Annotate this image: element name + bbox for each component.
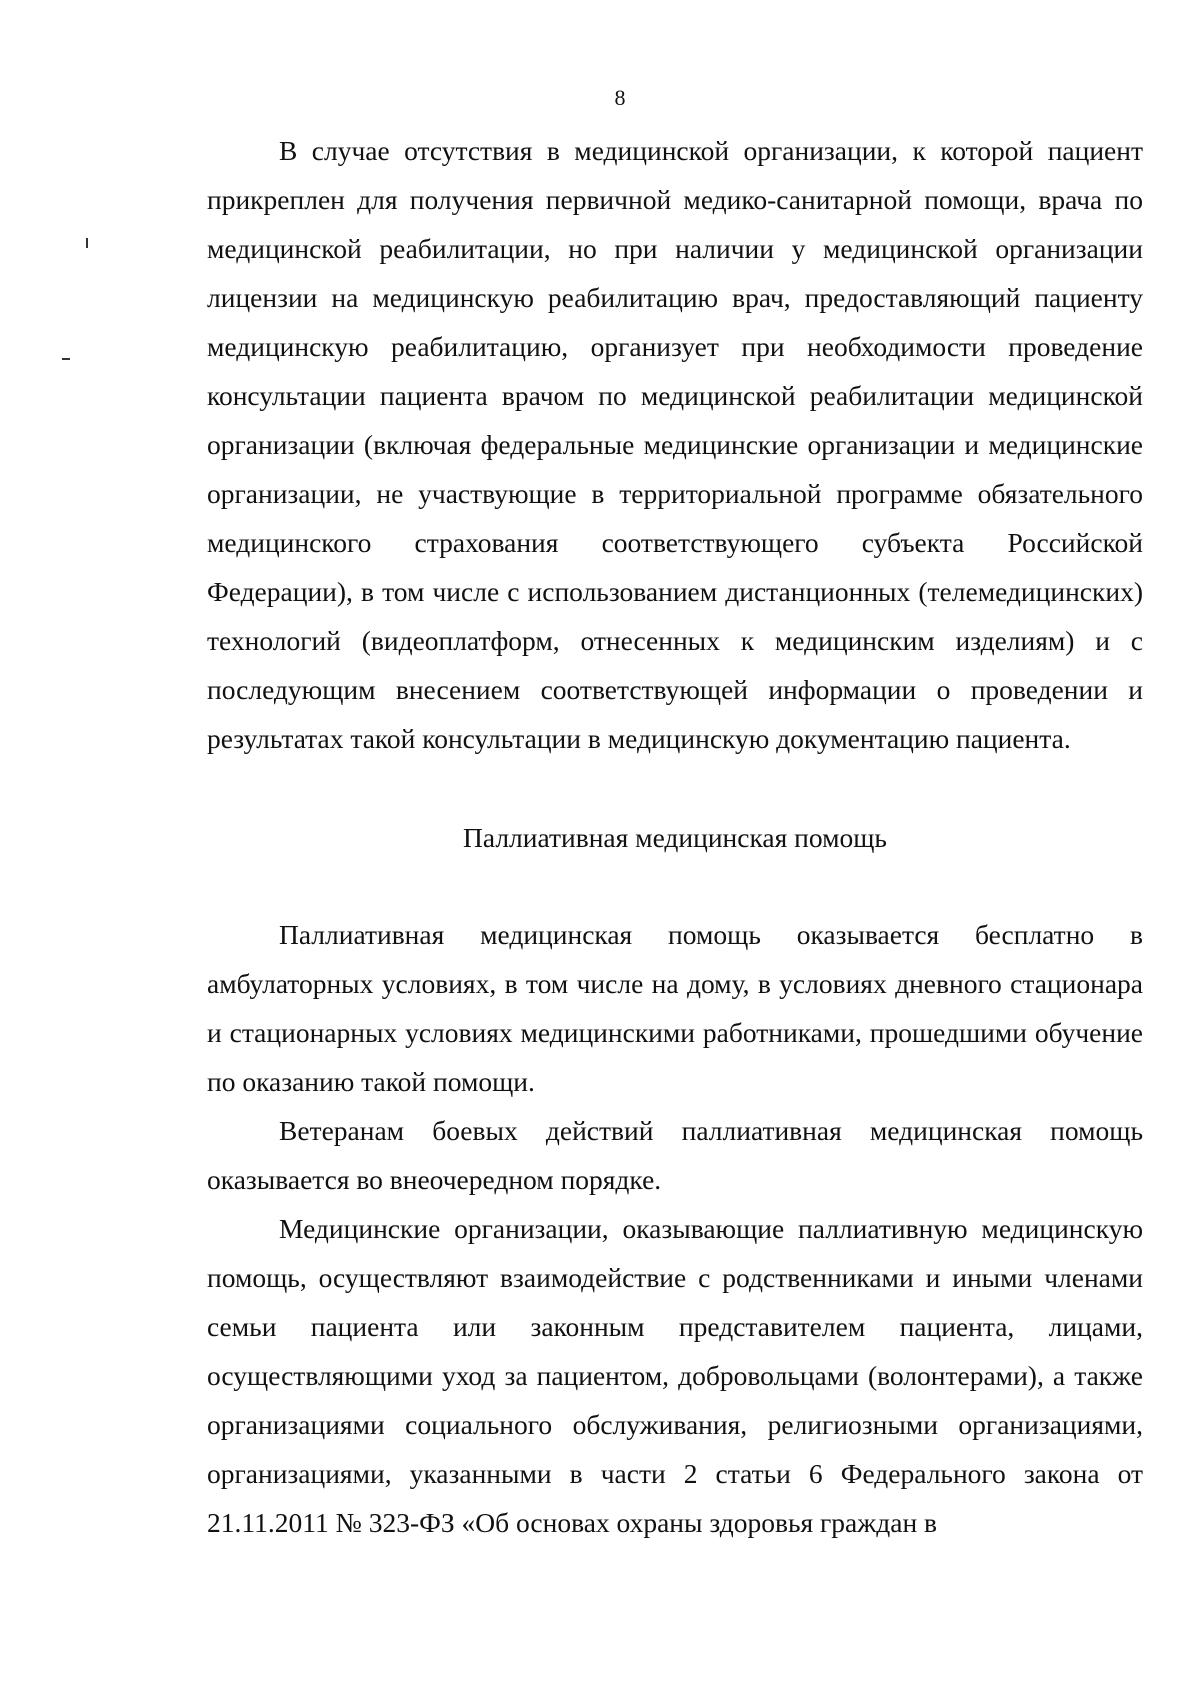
- section-heading: Паллиативная медицинская помощь: [463, 822, 887, 853]
- scan-artifact-mark: [86, 238, 88, 248]
- page-number: 8: [614, 85, 626, 110]
- paragraph-palliative-free-care: Паллиативная медицинская помощь оказывается бесплатно в амбулаторных условиях, в том числе на дому, в условиях дневного стационара и стационарных условиях медицинскими работниками, прошедшими обучение по оказанию такой помощи.: [207, 919, 1143, 1097]
- paragraph-organizations-interaction: Медицинские организации, оказывающие паллиативную медицинскую помощь, осуществляют взаимодействие с родственниками и иными членами семьи пациента или законным представителем пациента, лицами, осуществляющими уход за пациентом, добровольцами (волонтерами), а также организациями социального обслуживания, религиозными организациями, организациями, указанными в части 2 статьи 6 Федерального закона от 21.11.2011 № 323-ФЗ «Об основах охраны здоровья граждан в: [207, 1213, 1143, 1538]
- scan-artifact-mark: [62, 358, 70, 360]
- document-body: [207, 126, 1143, 1547]
- paragraph-rehabilitation-consultation: В случае отсутствия в медицинской организации, к которой пациент прикреплен для получения первичной медико-санитарной помощи, врача по медицинской реабилитации, но при наличии у медицинской организации лицензии на медицинскую реабилитацию врач, предоставляющий пациенту медицинскую реабилитацию, организует при необходимости проведение консультации пациента врачом по медицинской реабилитации медицинской организации (включая федеральные медицинские организации и медицинские организации, не участвующие в территориальной программе обязательного медицинского страхования соответствующего субъекта Российской Федерации), в том числе с использованием дистанционных (телемедицинских) технологий (видеоплатформ, отнесенных к медицинским изделиям) и с последующим внесением соответствующей информации о проведении и результатах такой консультации в медицинскую документацию пациента.: [207, 135, 1143, 754]
- paragraph-veterans-priority: Ветеранам боевых действий паллиативная медицинская помощь оказывается во внеочередном порядке.: [207, 1115, 1143, 1195]
